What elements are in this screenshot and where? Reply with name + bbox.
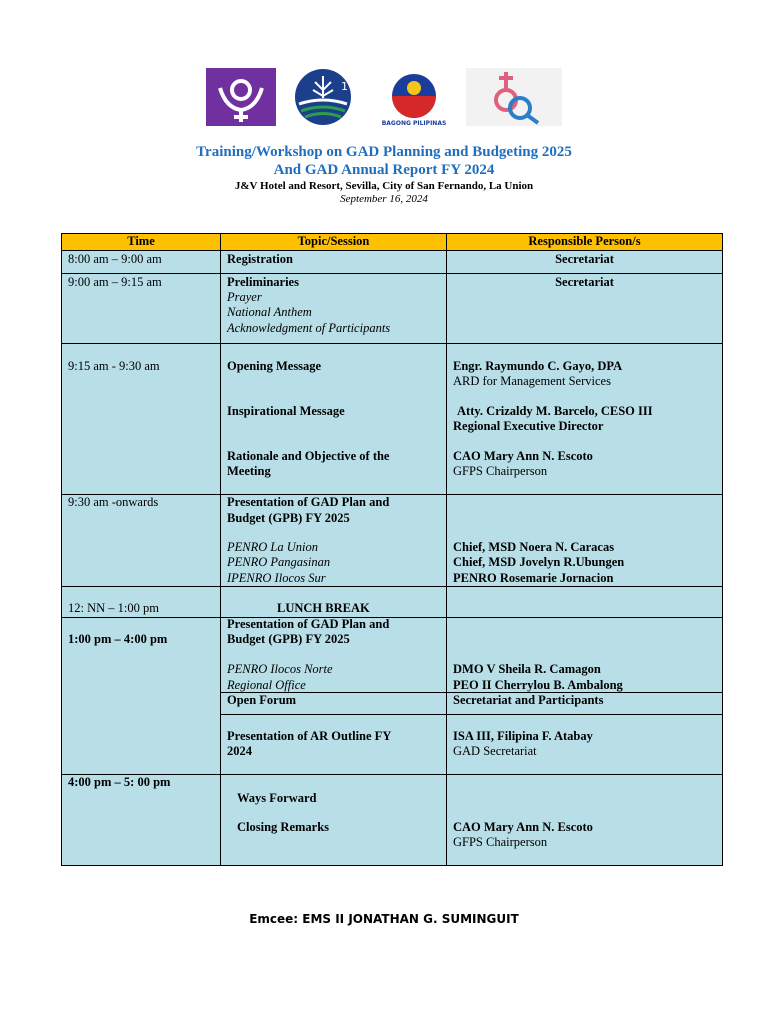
seal-number: 1 <box>341 80 348 93</box>
person-name: PENRO Rosemarie Jornacion <box>453 571 614 585</box>
gad-logo-icon <box>206 68 276 126</box>
person-name: CAO Mary Ann N. Escoto <box>453 820 593 834</box>
emcee-line: Emcee: EMS II JONATHAN G. SUMINGUIT <box>249 912 519 926</box>
lunch-break-label: LUNCH BREAK <box>277 601 370 615</box>
venue: J&V Hotel and Resort, Sevilla, City of San Fernando, La Union <box>234 180 534 192</box>
time-cell: 9:15 am - 9:30 am <box>68 359 160 373</box>
time-cell: 12: NN – 1:00 pm <box>68 601 159 615</box>
topic-cell: Budget (GPB) FY 2025 <box>227 632 350 646</box>
logo-row <box>0 68 768 130</box>
column-header-time: Time <box>127 234 155 248</box>
person-name: Chief, MSD Jovelyn R.Ubungen <box>453 555 625 569</box>
column-header-person: Responsible Person/s <box>528 234 641 248</box>
topic-cell: Presentation of GAD Plan and <box>227 495 390 509</box>
person-cell: Secretariat <box>555 252 614 266</box>
time-cell: 9:00 am – 9:15 am <box>68 275 162 289</box>
topic-subitem: Regional Office <box>227 678 306 692</box>
topic-cell: Preliminaries <box>227 275 299 289</box>
time-cell: 9:30 am -onwards <box>68 495 159 509</box>
topic-subitem: Acknowledgment of Participants <box>227 321 391 335</box>
topic-subitem: National Anthem <box>227 305 312 319</box>
person-cell: Secretariat and Participants <box>453 693 604 707</box>
time-cell: 8:00 am – 9:00 am <box>68 252 162 266</box>
topic-cell: Presentation of GAD Plan and <box>227 617 390 631</box>
table-cell <box>220 714 447 775</box>
person-role: GAD Secretariat <box>453 744 537 758</box>
person-name: Atty. Crizaldy M. Barcelo, CESO III <box>457 404 653 418</box>
topic-cell: Opening Message <box>227 359 322 373</box>
person-role: GFPS Chairperson <box>453 835 548 849</box>
person-name: ISA III, Filipina F. Atabay <box>453 729 593 743</box>
person-name: DMO V Sheila R. Camagon <box>453 662 601 676</box>
denr-seal-icon <box>289 68 357 126</box>
person-name: Chief, MSD Noera N. Caracas <box>453 540 615 554</box>
topic-cell: Rationale and Objective of the <box>227 449 390 463</box>
topic-cell: Open Forum <box>227 693 297 707</box>
topic-subitem: IPENRO Ilocos Sur <box>227 571 326 585</box>
logo-caption: BAGONG PILIPINAS <box>381 120 447 127</box>
topic-cell: Budget (GPB) FY 2025 <box>227 511 350 525</box>
topic-cell: Closing Remarks <box>237 820 330 834</box>
topic-subitem: PENRO La Union <box>227 540 318 554</box>
topic-cell: 2024 <box>227 744 252 758</box>
person-cell: Secretariat <box>555 275 614 289</box>
person-name: CAO Mary Ann N. Escoto <box>453 449 593 463</box>
column-header-topic: Topic/Session <box>297 234 370 248</box>
topic-cell: Registration <box>227 252 293 266</box>
page-subtitle: And GAD Annual Report FY 2024 <box>273 162 495 178</box>
gender-symbols-icon <box>466 68 562 126</box>
person-role: ARD for Management Services <box>453 374 611 388</box>
table-cell <box>446 586 723 618</box>
event-date: September 16, 2024 <box>340 193 428 205</box>
time-cell: 4:00 pm – 5: 00 pm <box>68 775 171 789</box>
page-title: Training/Workshop on GAD Planning and Budgeting 2025 <box>196 144 572 160</box>
topic-cell: Meeting <box>227 464 271 478</box>
person-role: Regional Executive Director <box>453 419 604 433</box>
topic-subitem: PENRO Pangasinan <box>227 555 331 569</box>
person-name: PEO II Cherrylou B. Ambalong <box>453 678 623 692</box>
topic-cell: Ways Forward <box>237 791 317 805</box>
topic-subitem: PENRO Ilocos Norte <box>227 662 333 676</box>
bagong-pilipinas-logo-icon <box>366 68 462 128</box>
time-cell: 1:00 pm – 4:00 pm <box>68 632 168 646</box>
topic-cell: Presentation of AR Outline FY <box>227 729 392 743</box>
topic-subitem: Prayer <box>227 290 262 304</box>
person-role: GFPS Chairperson <box>453 464 548 478</box>
topic-cell: Inspirational Message <box>227 404 345 418</box>
person-name: Engr. Raymundo C. Gayo, DPA <box>453 359 623 373</box>
